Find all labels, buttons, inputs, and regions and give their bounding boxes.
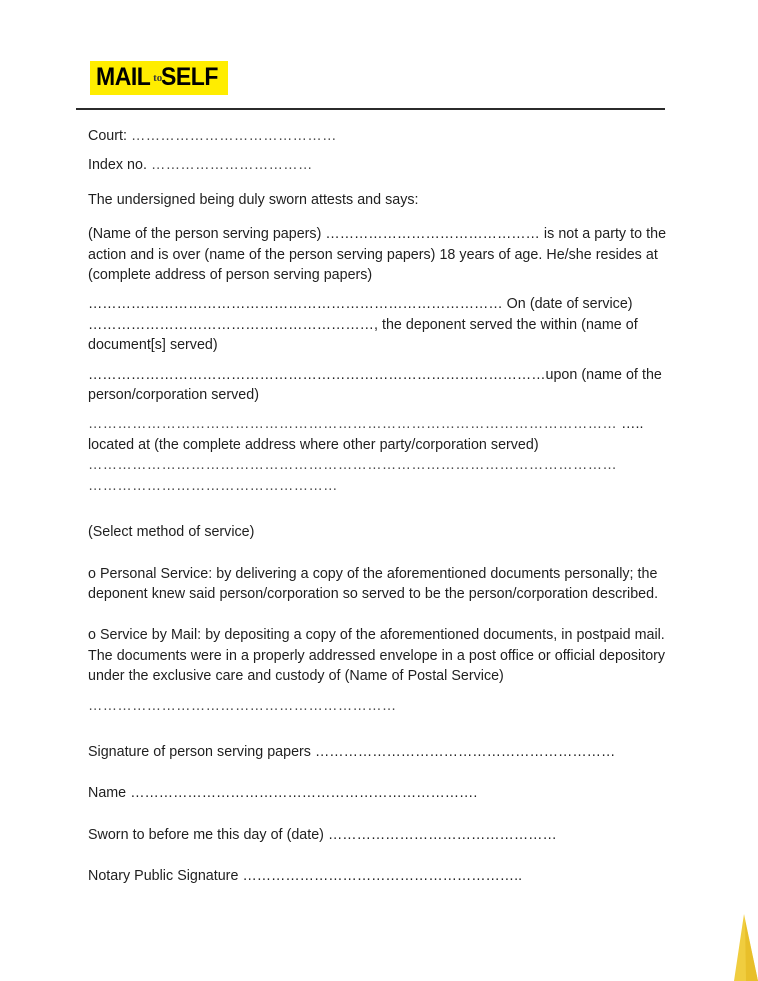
postal-service-blank — [88, 696, 670, 716]
header-divider — [76, 108, 665, 110]
sworn-date-line[interactable]: Sworn to before me this day of (date) ………………………………………… — [88, 826, 557, 843]
service-date-paragraph: …………………………………………………………………………… On (date of service) ……………………………………………………, the deponent served the within (name of document[s] served) — [88, 296, 638, 354]
select-method-heading: (Select method of service) — [88, 524, 255, 541]
located-at-paragraph — [88, 414, 670, 496]
signature-of-server-line[interactable]: Signature of person serving papers ……………………………………………………… — [88, 743, 616, 760]
index-no-field-line — [88, 155, 670, 175]
option-personal-service[interactable]: o Personal Service: by delivering a copy of the aforementioned documents personally; the deponent knew said person/corporation so served to be the person/corporation described. — [88, 565, 659, 602]
page-curl-artifact — [698, 886, 758, 981]
court-field-line — [88, 126, 670, 146]
index-blank: …………………………… — [151, 157, 313, 174]
served-upon-paragraph: ……………………………………………………………………………………upon (name of the person/corporation served) — [88, 366, 662, 404]
address-blank-line-3: …………………………………………… — [88, 477, 338, 494]
notary-signature-line[interactable]: Notary Public Signature ………………………………………………….. — [88, 868, 523, 885]
index-label: Index no. — [88, 157, 147, 174]
logo-text-self: SELF — [161, 63, 219, 91]
logo-highlight-band — [90, 61, 228, 95]
address-blank-line-1: ……………………………………………………………………………………………… — [88, 416, 618, 433]
document-body — [88, 126, 670, 901]
logo-text-to: to — [153, 72, 163, 84]
located-at-text: ….. located at (the complete address where other party/corporation served) — [88, 416, 644, 453]
address-blank-line-2: ……………………………………………………………………………………………… — [88, 457, 618, 474]
mail-to-self-logo — [90, 61, 228, 95]
court-blank: …………………………………… — [131, 128, 337, 144]
serving-party-paragraph: (Name of the person serving papers) ……………………………………… is not a party to the action and is over (name of the person serving papers) 18 years of age. He/she resides at (complete address of person serving papers) — [88, 226, 667, 284]
court-label: Court: — [88, 128, 127, 144]
postal-service-dots: ……………………………………………………… — [88, 697, 397, 714]
option-service-by-mail[interactable]: o Service by Mail: by depositing a copy of the aforementioned documents, in postpaid mail. The documents were in a properly addressed envelope in a post office or official depository under the exclusive care and custody of (Name of Postal Service) — [88, 627, 666, 685]
server-name-line[interactable]: Name ………………………………………………………………. — [88, 785, 478, 802]
attestation-statement: The undersigned being duly sworn attests and says: — [88, 191, 419, 208]
logo-text-mail: MAIL — [96, 63, 151, 91]
